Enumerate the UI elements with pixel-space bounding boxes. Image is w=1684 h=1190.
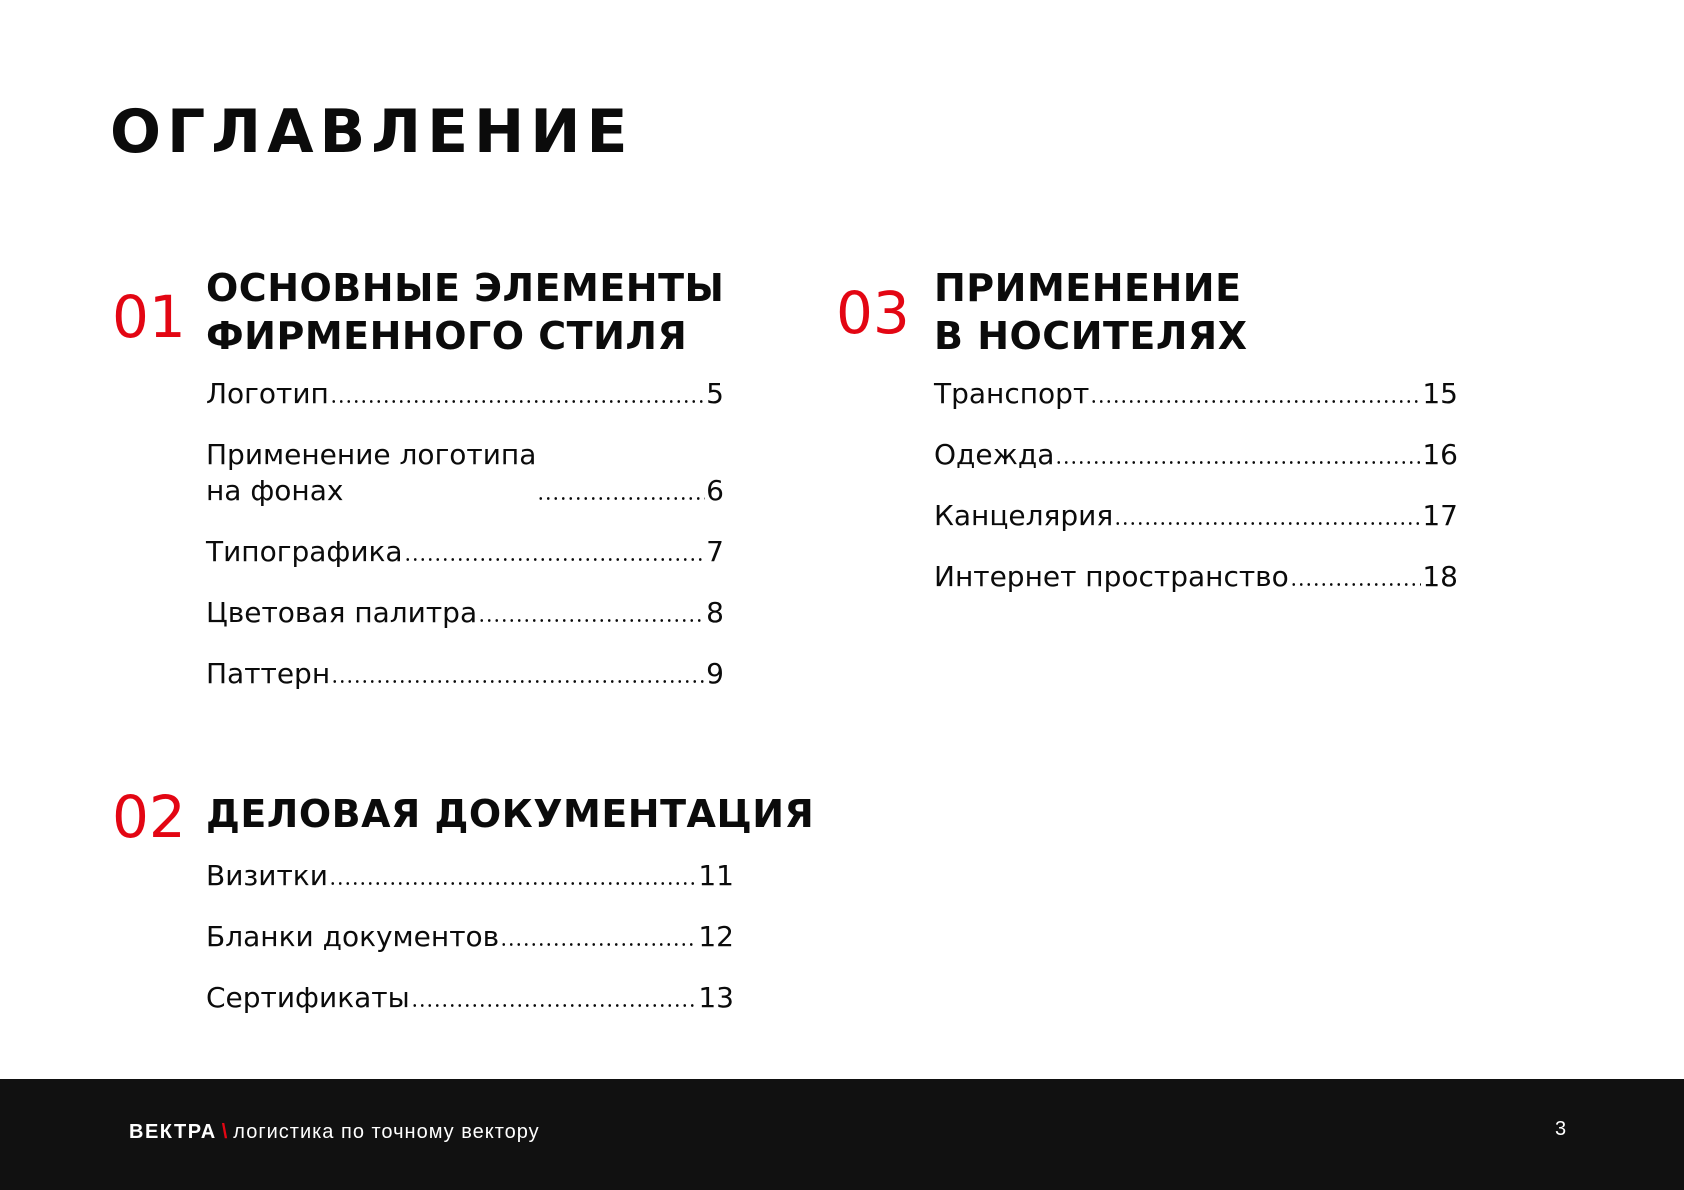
dot-leader — [1290, 583, 1422, 586]
dot-leader — [1055, 461, 1421, 464]
section-01 — [112, 264, 732, 724]
toc-item-page: 6 — [706, 474, 724, 507]
toc-item-label: Типографика — [206, 535, 403, 568]
toc-item-internet-space[interactable] — [934, 559, 1458, 595]
toc-list — [206, 376, 724, 717]
toc-item-label: Сертификаты — [206, 981, 410, 1014]
dot-leader — [537, 497, 705, 500]
toc-item-transport[interactable] — [934, 376, 1458, 412]
toc-item-page: 15 — [1422, 377, 1458, 410]
toc-item-label-line: Применение логотипа — [206, 438, 537, 471]
toc-item-pattern[interactable] — [206, 656, 724, 692]
toc-item-page: 17 — [1422, 499, 1458, 532]
toc-item-stationery[interactable] — [934, 498, 1458, 534]
toc-item-color-palette[interactable] — [206, 595, 724, 631]
toc-item-page: 13 — [698, 981, 734, 1014]
toc-item-page: 12 — [698, 920, 734, 953]
toc-item-page: 8 — [706, 596, 724, 629]
toc-item-page: 9 — [706, 657, 724, 690]
page-number: 3 — [1555, 1118, 1567, 1140]
page-title: ОГЛАВЛЕНИЕ — [110, 97, 634, 167]
toc-item-typography[interactable] — [206, 534, 724, 570]
toc-item-label: Визитки — [206, 859, 328, 892]
section-title-line: ПРИМЕНЕНИЕ — [934, 266, 1242, 310]
toc-item-label: Транспорт — [934, 377, 1090, 410]
toc-item-label: Логотип — [206, 377, 329, 410]
toc-item-label: Бланки документов — [206, 920, 500, 953]
section-title — [206, 790, 814, 838]
dot-leader — [404, 558, 706, 561]
dot-leader — [331, 680, 705, 683]
dot-leader — [329, 882, 697, 885]
dot-leader — [1090, 400, 1421, 403]
section-number: 03 — [836, 279, 910, 347]
dot-leader — [478, 619, 705, 622]
toc-item-logo[interactable] — [206, 376, 724, 412]
section-title-line: В НОСИТЕЛЯХ — [934, 314, 1248, 358]
dot-leader — [1114, 522, 1421, 525]
section-title-line: ДЕЛОВАЯ ДОКУМЕНТАЦИЯ — [206, 792, 815, 836]
brand-separator: \ — [221, 1121, 229, 1143]
toc-item-business-cards[interactable] — [206, 858, 734, 894]
section-number: 01 — [112, 283, 186, 351]
toc-item-page: 5 — [706, 377, 724, 410]
section-02 — [112, 783, 832, 1030]
section-03 — [836, 264, 1456, 624]
toc-item-page: 18 — [1422, 560, 1458, 593]
section-title-line: ФИРМЕННОГО СТИЛЯ — [206, 314, 688, 358]
section-number: 02 — [112, 783, 186, 851]
toc-item-page: 11 — [698, 859, 734, 892]
brand-name: ВЕКТРА — [129, 1121, 217, 1143]
toc-item-label — [206, 437, 536, 509]
footer-bar — [0, 1079, 1684, 1190]
toc-item-label: Паттерн — [206, 657, 331, 690]
dot-leader — [330, 400, 705, 403]
section-title — [206, 264, 724, 360]
toc-item-label-line: на фонах — [206, 474, 344, 507]
toc-item-certificates[interactable] — [206, 980, 734, 1016]
brand-tagline: логистика по точному вектору — [233, 1121, 540, 1143]
toc-item-page: 7 — [706, 535, 724, 568]
toc-item-document-forms[interactable] — [206, 919, 734, 955]
footer-brand — [129, 1121, 540, 1144]
toc-item-page: 16 — [1422, 438, 1458, 471]
toc-item-label: Интернет пространство — [934, 560, 1289, 593]
toc-item-label: Канцелярия — [934, 499, 1114, 532]
toc-item-label: Одежда — [934, 438, 1055, 471]
toc-item-label: Цветовая палитра — [206, 596, 478, 629]
dot-leader — [500, 943, 697, 946]
toc-list — [206, 858, 734, 1041]
toc-list — [934, 376, 1458, 620]
section-title — [934, 264, 1248, 360]
dot-leader — [411, 1004, 698, 1007]
section-title-line: ОСНОВНЫЕ ЭЛЕМЕНТЫ — [206, 266, 725, 310]
toc-item-logo-on-backgrounds[interactable] — [206, 437, 724, 509]
toc-item-clothing[interactable] — [934, 437, 1458, 473]
